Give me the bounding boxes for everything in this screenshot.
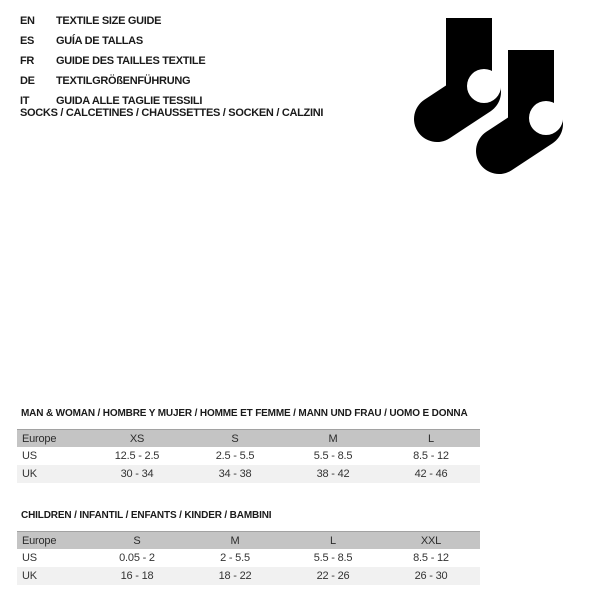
row-label: US <box>22 450 37 462</box>
language-list <box>20 11 205 111</box>
table-cell: 22 - 26 <box>316 570 350 582</box>
size-table-children <box>17 531 480 585</box>
language-code: DE <box>20 75 35 87</box>
table-cell: 12.5 - 2.5 <box>114 450 160 462</box>
language-label: GUÍA DE TALLAS <box>56 35 143 47</box>
table-row-us <box>17 447 480 465</box>
table-row-us <box>17 549 480 567</box>
table-cell: 26 - 30 <box>414 570 448 582</box>
table-cell: 18 - 22 <box>218 570 252 582</box>
size-table-man-woman <box>17 429 480 483</box>
table-cell: 0.05 - 2 <box>119 552 155 564</box>
column-header-xxl: XXL <box>420 534 442 547</box>
table-cell: 5.5 - 8.5 <box>313 450 353 462</box>
table-cell: 2 - 5.5 <box>220 552 250 564</box>
table-cell: 5.5 - 8.5 <box>313 552 353 564</box>
socks-icon <box>410 16 565 176</box>
table-cell: 42 - 46 <box>414 468 448 480</box>
table-cell: 8.5 - 12 <box>413 552 449 564</box>
column-header-xs: XS <box>129 432 145 445</box>
column-header-s: S <box>133 534 141 547</box>
column-header-s: S <box>231 432 239 445</box>
row-label: UK <box>22 468 37 480</box>
language-code: IT <box>20 95 30 107</box>
language-label: GUIDA ALLE TAGLIE TESSILI <box>56 95 203 107</box>
table-cell: 2.5 - 5.5 <box>215 450 255 462</box>
column-header-region: Europe <box>22 432 57 445</box>
column-header-l: L <box>428 432 434 445</box>
table-row-uk <box>17 465 480 483</box>
row-label: UK <box>22 570 37 582</box>
column-header-l: L <box>330 534 336 547</box>
column-header-region: Europe <box>22 534 57 547</box>
category-title: SOCKS / CALCETINES / CHAUSSETTES / SOCKEN / CALZINI <box>20 107 324 119</box>
table-header-row <box>17 531 480 549</box>
table-title-man-woman: MAN & WOMAN / HOMBRE Y MUJER / HOMME ET FEMME / MANN UND FRAU / UOMO E DONNA <box>21 408 468 419</box>
table-row-uk <box>17 567 480 585</box>
language-row-de <box>20 71 205 91</box>
language-row-fr <box>20 51 205 71</box>
table-cell: 38 - 42 <box>316 468 350 480</box>
language-label: TEXTILGRÖßENFÜHRUNG <box>56 75 191 87</box>
table-cell: 34 - 38 <box>218 468 252 480</box>
language-code: FR <box>20 55 35 67</box>
table-cell: 16 - 18 <box>120 570 154 582</box>
row-label: US <box>22 552 37 564</box>
table-cell: 30 - 34 <box>120 468 154 480</box>
column-header-m: M <box>230 534 240 547</box>
table-title-children: CHILDREN / INFANTIL / ENFANTS / KINDER / BAMBINI <box>21 510 272 521</box>
column-header-m: M <box>328 432 338 445</box>
language-label: GUIDE DES TAILLES TEXTILE <box>56 55 206 67</box>
language-row-es <box>20 31 205 51</box>
language-label: TEXTILE SIZE GUIDE <box>56 15 162 27</box>
table-cell: 8.5 - 12 <box>413 450 449 462</box>
language-code: EN <box>20 15 35 27</box>
language-code: ES <box>20 35 35 47</box>
language-row-en <box>20 11 205 31</box>
table-header-row <box>17 429 480 447</box>
